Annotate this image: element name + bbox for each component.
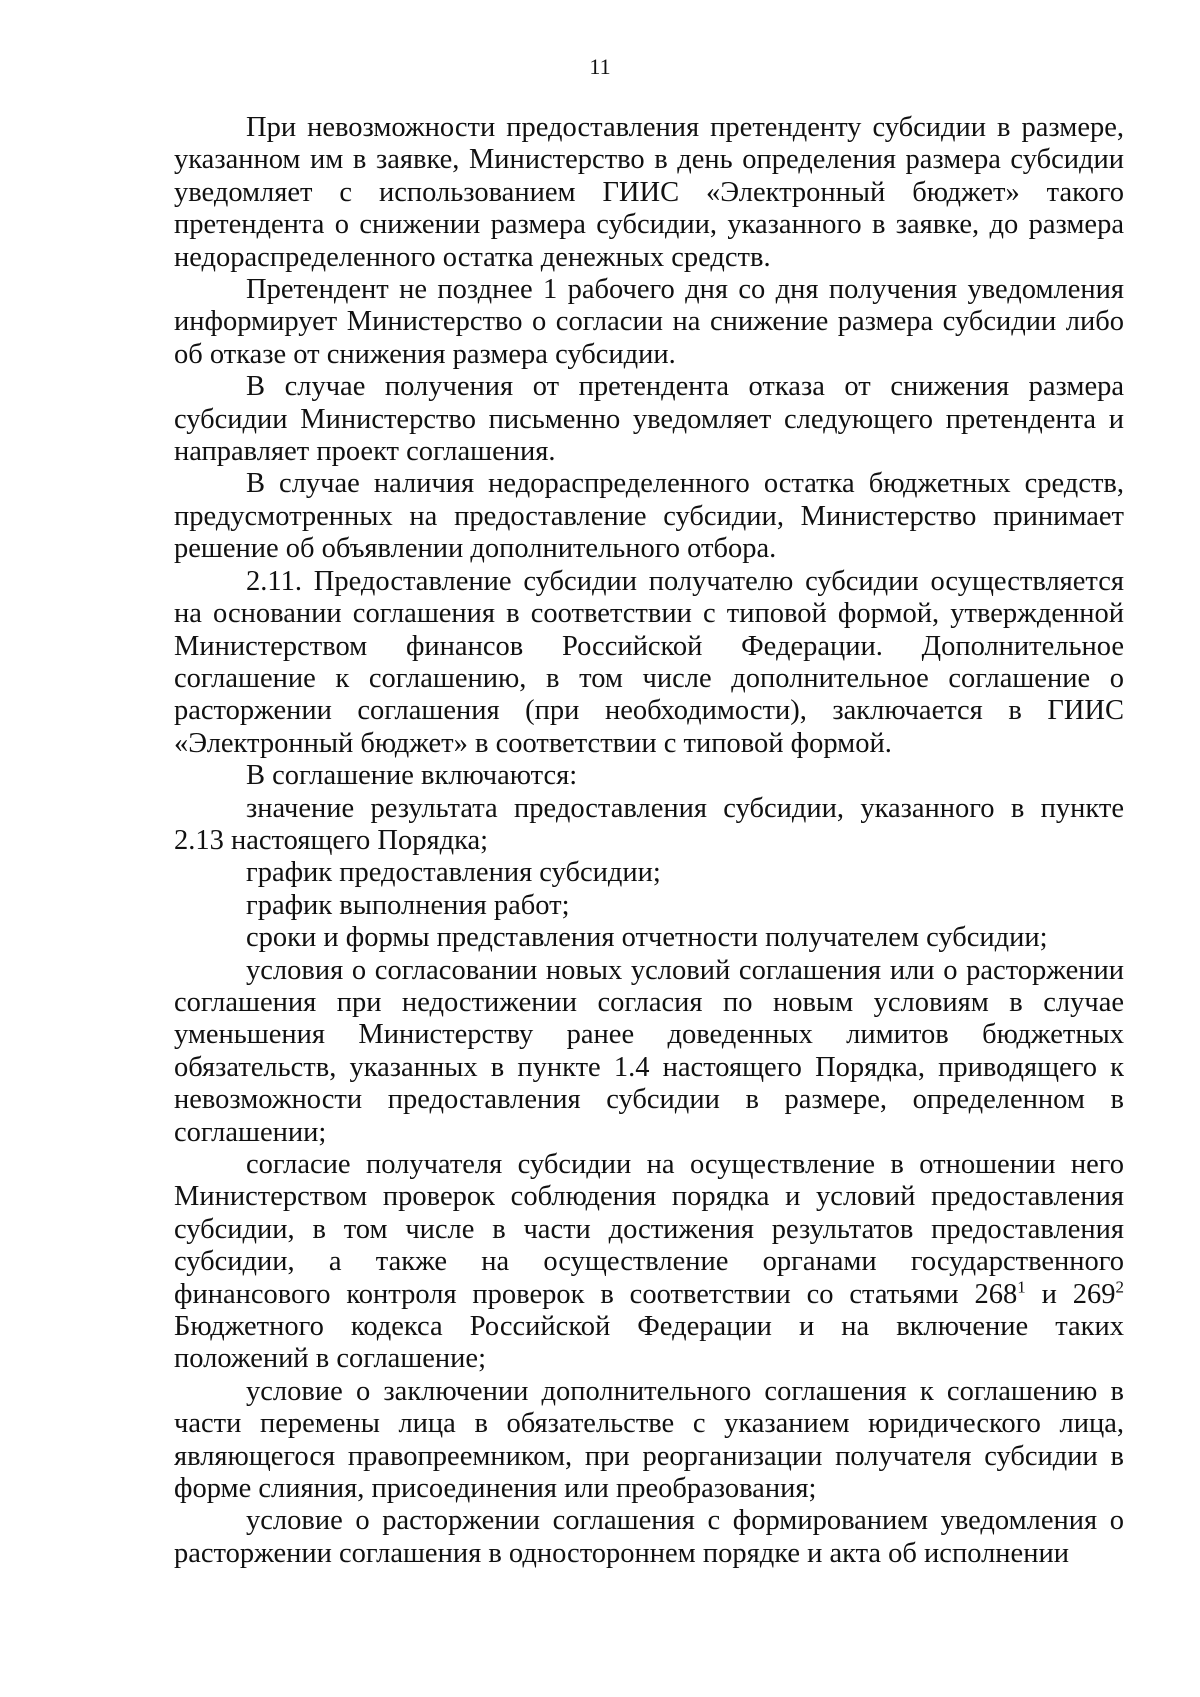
list-item-audit-consent — [174, 1149, 1124, 1376]
list-item-subsidy-schedule: график предоставления субсидии; — [246, 857, 661, 889]
consent-text-part2: и 269 — [1025, 1278, 1116, 1310]
list-item-reporting: сроки и формы представления отчетности получателем субсидии; — [246, 922, 1048, 954]
list-item-new-conditions: условия о согласовании новых условий соглашения или о расторжении соглашения при недостижении согласия по новым условиям в случае уменьшения Министерству ранее доведенных лимитов бюджетных обязательств, указанных в пункте 1.4 настоящего Порядка, приводящего к невозможности предоставления субсидии в размере, определенном в соглашении; — [174, 954, 1124, 1148]
paragraph-agreement-includes: В соглашение включаются: — [246, 760, 578, 792]
page-number: 11 — [589, 54, 611, 79]
superscript-2: 2 — [1115, 1277, 1124, 1297]
list-item-successor: условие о заключении дополнительного соглашения к соглашению в части перемены лица в обязательстве с указанием юридического лица, являющегося правопреемником, при реорганизации получателя субсидии в форме слияния, присоединения или преобразования; — [174, 1375, 1124, 1505]
list-item-termination: условие о расторжении соглашения с формированием уведомления о расторжении соглашения в одностороннем порядке и акта об исполнении — [174, 1505, 1124, 1569]
paragraph-2-11: 2.11. Предоставление субсидии получателю субсидии осуществляется на основании соглашения в соответствии с типовой формой, утвержденной Министерством финансов Российской Федерации. Дополнительное соглашение к соглашению, в том числе дополнительное соглашение о расторжении соглашения (при необходимости), заключается в ГИИС «Электронный бюджет» в соответствии с типовой формой. — [174, 565, 1124, 759]
list-item-work-schedule: график выполнения работ; — [246, 889, 570, 921]
consent-text-part3: Бюджетного кодекса Российской Федерации и на включение таких положений в соглашение; — [174, 1311, 1124, 1375]
superscript-1: 1 — [1017, 1277, 1026, 1297]
consent-text-part1: согласие получателя субсидии на осуществление в отношении него Министерством проверок соблюдения порядка и условий предоставления субсидии, в том числе в части достижения результатов предоставления субсидии, а также на осуществление органами государственного финансового контроля проверок в соответствии со статьями 268 — [174, 1149, 1124, 1310]
paragraph-refusal: В случае получения от претендента отказа от снижения размера субсидии Министерство письменно уведомляет следующего претендента и направляет проект соглашения. — [174, 371, 1124, 468]
document-body — [174, 112, 1124, 1570]
list-item-result-value: значение результата предоставления субсидии, указанного в пункте 2.13 настоящего Порядка; — [174, 792, 1124, 856]
paragraph-additional-selection: В случае наличия недораспределенного остатка бюджетных средств, предусмотренных на предоставление субсидии, Министерство принимает решение об объявлении дополнительного отбора. — [174, 468, 1124, 565]
paragraph-reduction-notice: При невозможности предоставления претенденту субсидии в размере, указанном им в заявке, Министерство в день определения размера субсидии уведомляет с использованием ГИИС «Электронный бюджет» такого претендента о снижении размера субсидии, указанного в заявке, до размера недораспределенного остатка денежных средств. — [174, 112, 1124, 273]
paragraph-applicant-response: Претендент не позднее 1 рабочего дня со дня получения уведомления информирует Министерство о согласии на снижение размера субсидии либо об отказе от снижения размера субсидии. — [174, 274, 1124, 370]
